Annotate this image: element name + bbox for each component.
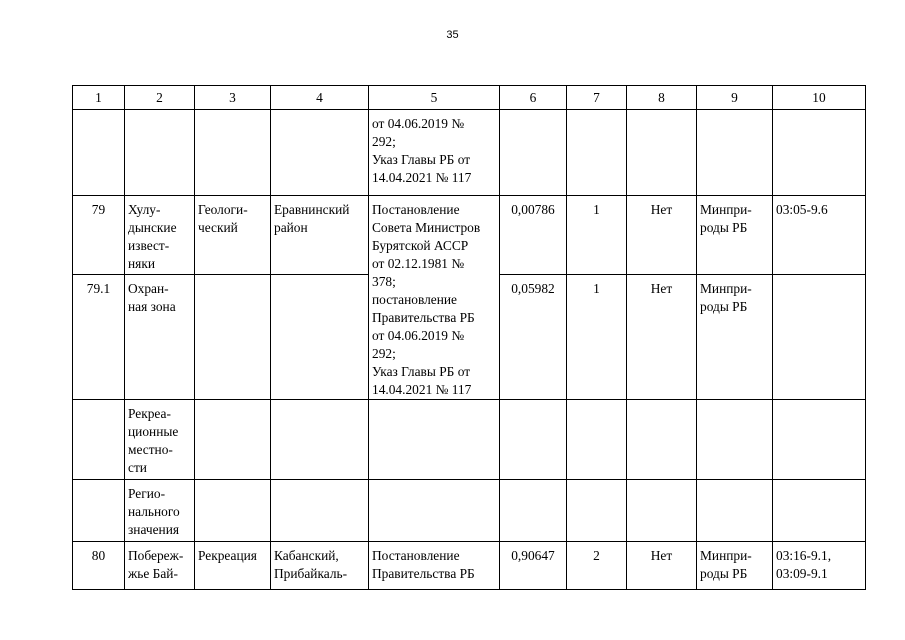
cell-code (773, 480, 866, 542)
cell-location (271, 196, 369, 275)
text-line: Правительства РБ (372, 310, 475, 325)
cell-flag: Нет (627, 274, 697, 399)
cell-profile (195, 400, 271, 480)
header-cell: 4 (271, 86, 369, 110)
text-line: Указ Главы РБ от (372, 152, 471, 167)
cell-count (567, 110, 627, 196)
header-row (73, 86, 866, 110)
cell-flag (627, 400, 697, 480)
cell-authority (697, 110, 773, 196)
text-line: 14.04.2021 № 117 (372, 170, 472, 185)
cell-flag: Нет (627, 196, 697, 275)
table-row (73, 542, 866, 590)
text-line: от 02.12.1981 № (372, 256, 465, 271)
text-line: 292; (372, 134, 396, 149)
cell-name (125, 542, 195, 590)
text-line: 03:09-9.1 (776, 566, 828, 581)
header-cell: 5 (369, 86, 500, 110)
text-line: Охран- (128, 280, 169, 296)
text-line: Бурятской АССР (372, 238, 469, 253)
cell-legal-basis (369, 196, 500, 400)
text-line: Еравнинский (274, 202, 350, 217)
cell-code (773, 400, 866, 480)
table-row (73, 400, 866, 480)
cell-name (125, 196, 195, 275)
cell-code (773, 110, 866, 196)
cell-profile (195, 110, 271, 196)
cell-location (271, 542, 369, 590)
cell-number (73, 480, 125, 542)
cell-profile: Рекреация (195, 542, 271, 590)
text-line: Правительства РБ (372, 566, 475, 581)
cell-profile (195, 480, 271, 542)
text-line: Побереж- (128, 548, 184, 563)
cell-name (125, 274, 195, 399)
cell-area (500, 480, 567, 542)
text-line: Кабанский, (274, 548, 339, 563)
text-line: Указ Главы РБ от (372, 364, 471, 379)
text-line: Минпри- (700, 548, 752, 563)
text-line: Хулу- (128, 202, 161, 217)
cell-area: 0,00786 (500, 196, 567, 275)
table-row (73, 480, 866, 542)
cell-area: 0,90647 (500, 542, 567, 590)
text-line: Минпри- (700, 202, 752, 217)
cell-name (125, 110, 195, 196)
cell-legal-basis (369, 480, 500, 542)
registry-table (72, 85, 866, 590)
cell-legal-basis (369, 542, 500, 590)
cell-legal-basis (369, 400, 500, 480)
text-line: Постановление (372, 202, 460, 217)
text-line: Регио- (128, 486, 166, 501)
cell-area (500, 400, 567, 480)
cell-count (567, 480, 627, 542)
text-line: роды РБ (700, 566, 748, 581)
header-cell: 6 (500, 86, 567, 110)
table-row (73, 196, 866, 275)
cell-location (271, 110, 369, 196)
cell-flag (627, 110, 697, 196)
cell-area (500, 110, 567, 196)
text-line: роды РБ (700, 220, 748, 235)
cell-location (271, 480, 369, 542)
cell-count: 2 (567, 542, 627, 590)
text-line: роды РБ (700, 298, 748, 314)
cell-count: 1 (567, 274, 627, 399)
cell-number: 79.1 (73, 274, 125, 399)
cell-location (271, 400, 369, 480)
text-line: 378; (372, 274, 396, 289)
cell-count (567, 400, 627, 480)
header-cell: 9 (697, 86, 773, 110)
cell-name (125, 480, 195, 542)
table-row (73, 110, 866, 196)
text-line: дынские (128, 220, 177, 235)
text-line: район (274, 220, 308, 235)
text-line: постановление (372, 292, 458, 307)
cell-number: 79 (73, 196, 125, 275)
cell-location (271, 274, 369, 399)
header-cell: 10 (773, 86, 866, 110)
header-cell: 1 (73, 86, 125, 110)
text-line: Совета Министров (372, 220, 481, 235)
header-cell: 3 (195, 86, 271, 110)
text-line: от 04.06.2019 № (372, 116, 465, 131)
cell-authority (697, 196, 773, 275)
cell-flag (627, 480, 697, 542)
cell-count: 1 (567, 196, 627, 275)
cell-profile (195, 274, 271, 399)
text-line: Рекреа- (128, 406, 171, 421)
cell-authority (697, 274, 773, 399)
text-line: Минпри- (700, 280, 752, 296)
cell-authority (697, 480, 773, 542)
text-line: ная зона (128, 298, 176, 314)
cell-number: 80 (73, 542, 125, 590)
cell-authority (697, 542, 773, 590)
header-cell: 8 (627, 86, 697, 110)
text-line: 292; (372, 346, 396, 361)
text-line: няки (128, 256, 155, 271)
text-line: сти (128, 460, 147, 475)
cell-name (125, 400, 195, 480)
text-line: ционные (128, 424, 179, 439)
header-cell: 2 (125, 86, 195, 110)
header-cell: 7 (567, 86, 627, 110)
cell-code: 03:05-9.6 (773, 196, 866, 275)
text-line: жье Бай- (128, 566, 178, 581)
cell-code (773, 542, 866, 590)
text-line: от 04.06.2019 № (372, 328, 465, 343)
cell-number (73, 110, 125, 196)
text-line: значения (128, 522, 180, 537)
text-line: 03:16-9.1, (776, 548, 832, 563)
cell-area: 0,05982 (500, 274, 567, 399)
text-line: 14.04.2021 № 117 (372, 382, 472, 397)
text-line: Прибайкаль- (274, 566, 348, 581)
cell-authority (697, 400, 773, 480)
cell-number (73, 400, 125, 480)
text-line: нального (128, 504, 180, 519)
page-number: 35 (446, 29, 459, 41)
text-line: местно- (128, 442, 173, 457)
text-line: ческий (198, 220, 238, 235)
text-line: Постановление (372, 548, 460, 563)
cell-profile (195, 196, 271, 275)
text-line: Геологи- (198, 202, 248, 217)
text-line: извест- (128, 238, 170, 253)
cell-flag: Нет (627, 542, 697, 590)
cell-legal-basis (369, 110, 500, 196)
cell-code (773, 274, 866, 399)
